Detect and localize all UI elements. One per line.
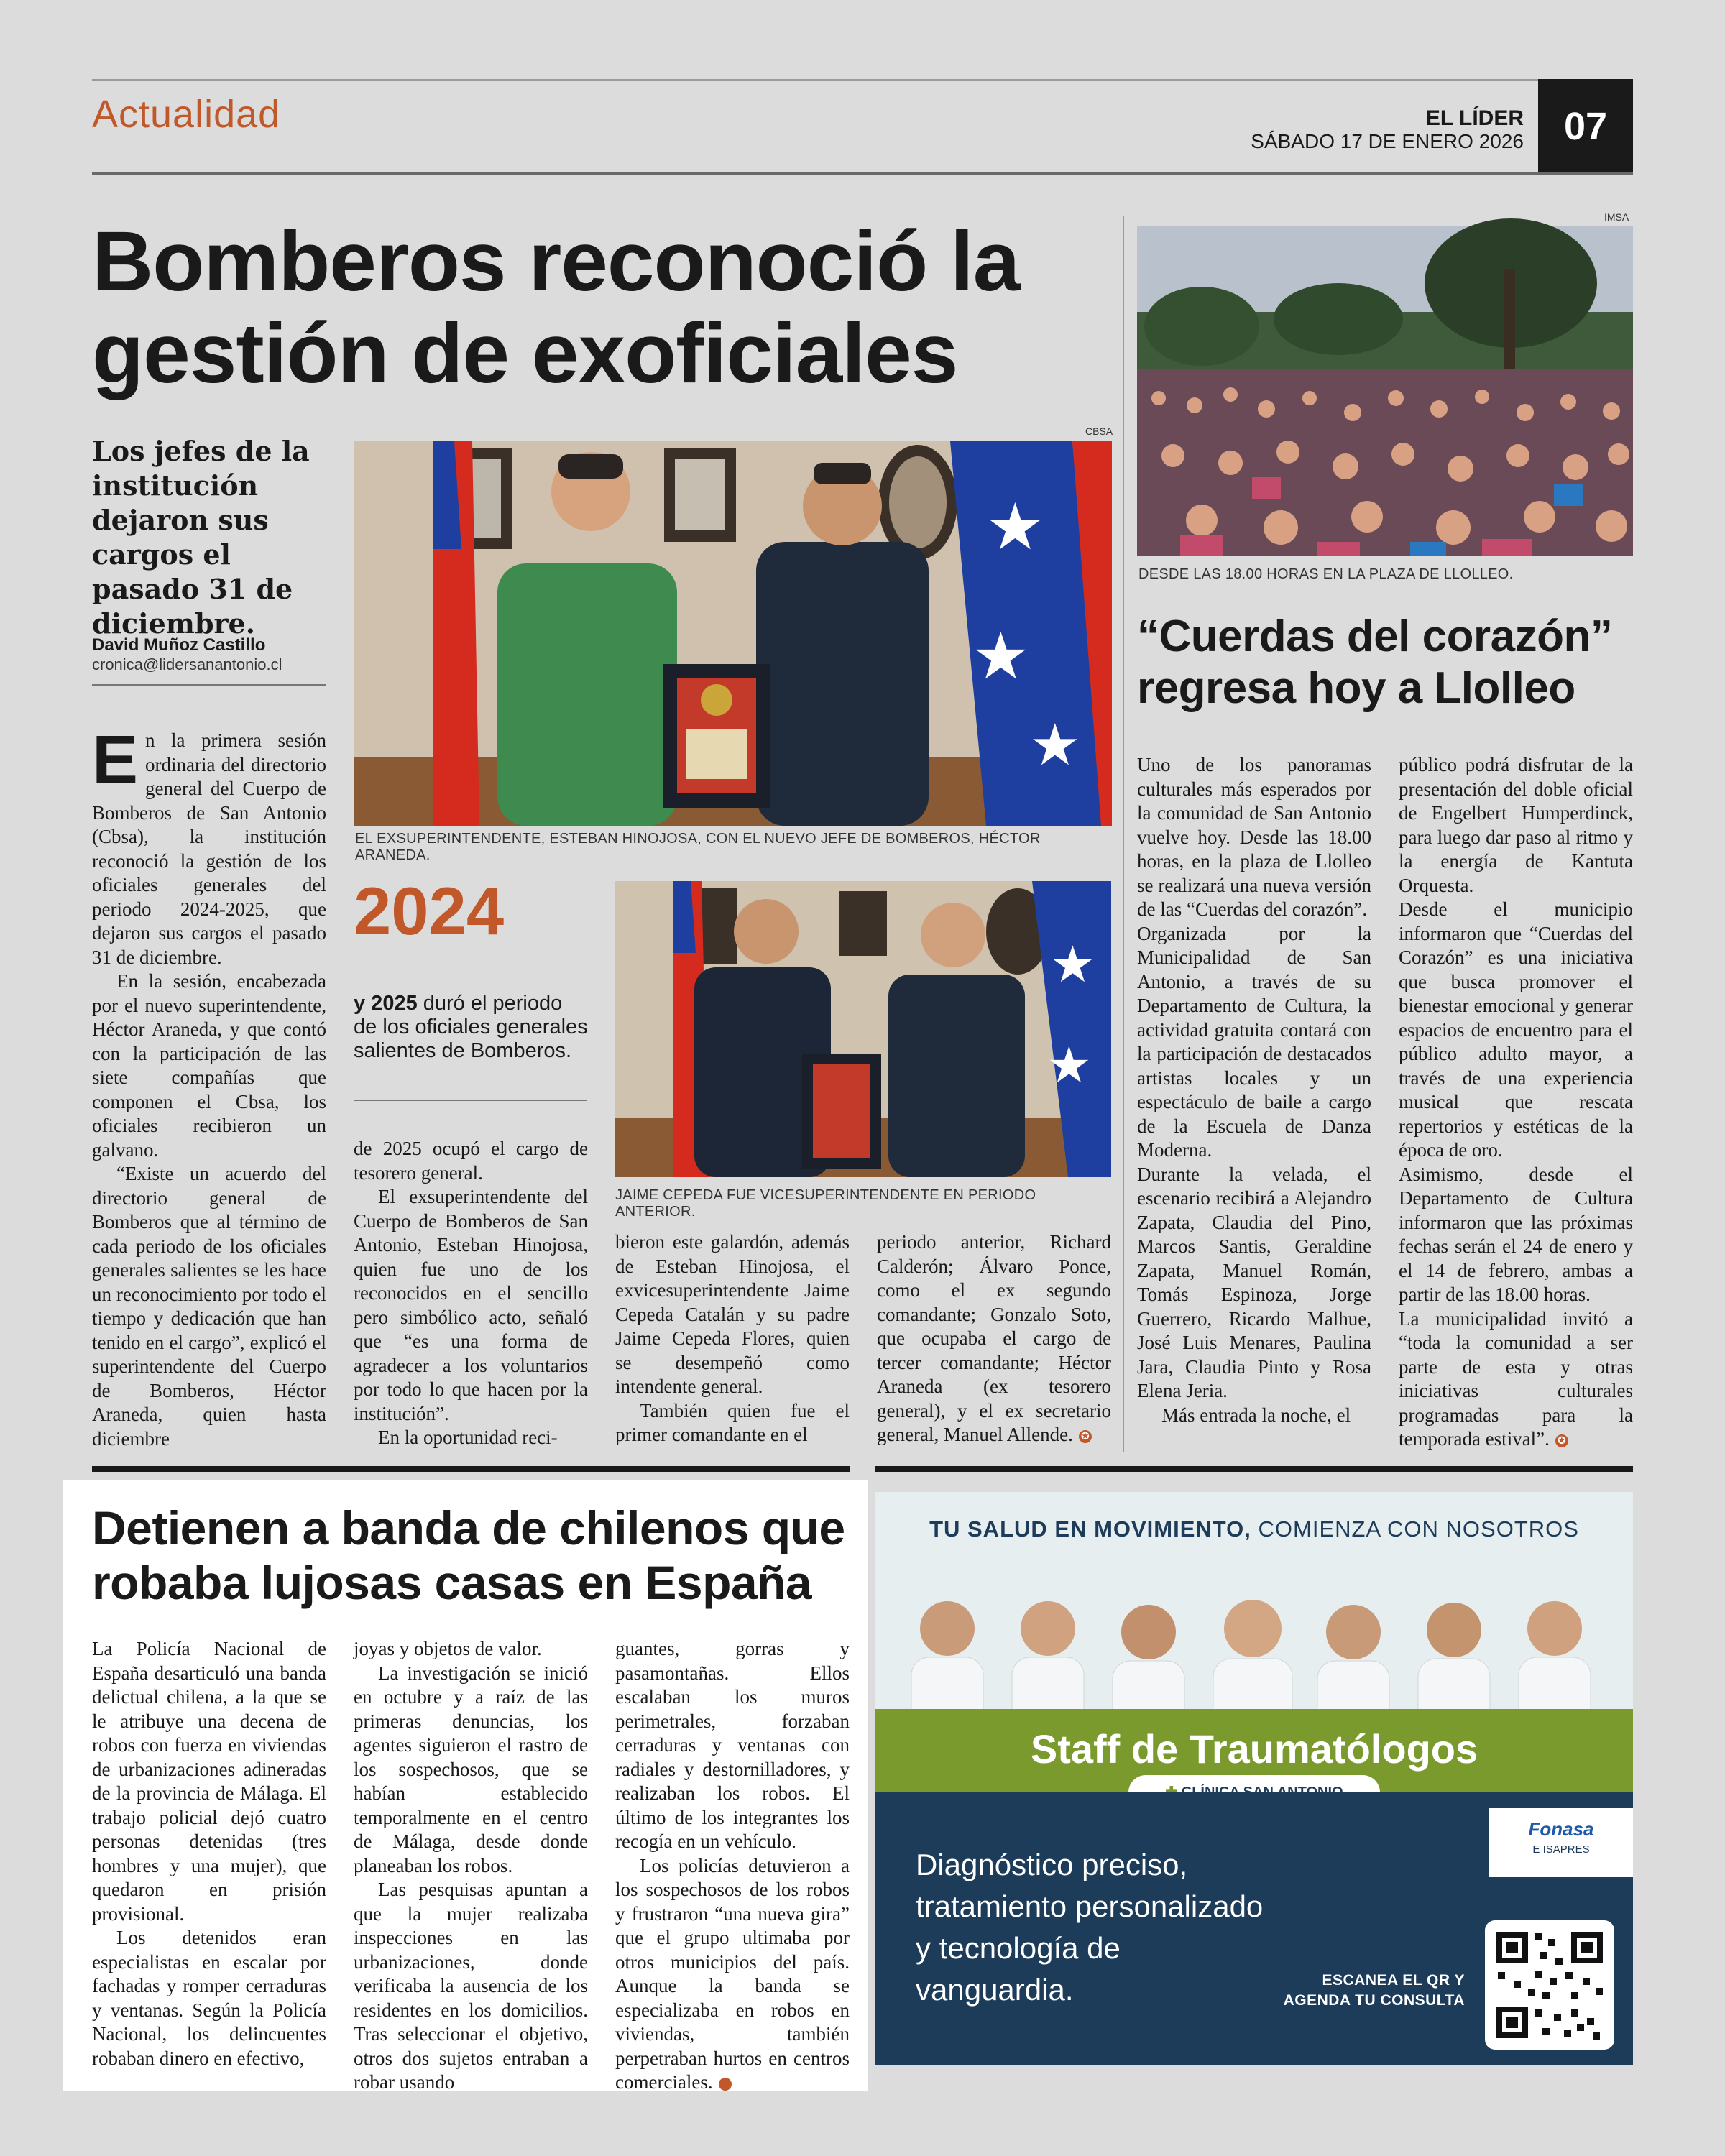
pullquote-bold: y 2025 <box>354 992 418 1015</box>
main-headline-line1: Bomberos reconoció la <box>92 214 1020 309</box>
side-photo-illustration <box>1137 226 1633 556</box>
bottom-col2-p3: Las pesquisas apuntan a que la mujer realizaba inspecciones en las urbanizaciones, donde verificaba la ausencia de los residentes en los domicilios. Tras seleccionar el objetivo, otros dos sujetos entraban a robar usando <box>354 1879 588 2093</box>
photo1-credit: CBSA <box>1085 425 1113 437</box>
side-col1-p2: Organizada por la Municipalidad de San Antonio, a través de su Departamento de Cultura, la actividad gratuita contará con la participación de destacados artistas locales y un espectáculo de baile a cargo de la Escuela de Danza Moderna. <box>1137 922 1371 1161</box>
pullquote-number: 2024 <box>354 873 505 949</box>
main-headline <box>92 216 1098 400</box>
isapres-label: E ISAPRES <box>1532 1843 1590 1856</box>
main-col1-p1: n la primera sesión ordinaria del directorio general del Cuerpo de Bomberos de San Antonio (Cbsa), la institución reconoció la gestión de los oficiales generales del periodo 2024-2025, que dejaron sus cargos el pasado 31 de diciembre. <box>92 729 326 968</box>
bottom-headline <box>92 1501 854 1610</box>
qr-instructions <box>1256 1971 1465 2011</box>
author-email[interactable]: cronica@lidersanantonio.cl <box>92 655 282 673</box>
pullquote <box>354 992 591 1063</box>
main-col4-p1: periodo anterior, Richard Calderón; Álvaro Ponce, como el ex segundo comandante; Gonzalo Soto, que ocupaba el cargo de tercer comandante; Héctor Araneda (ex tesorero general), y el ex secretario general, Manuel Allende. <box>877 1231 1111 1445</box>
main-body-col4 <box>877 1230 1111 1453</box>
ad-body-line4: vanguardia. <box>916 1973 1074 2007</box>
side-body-col2 <box>1399 753 1633 1450</box>
page-number: 07 <box>1538 79 1633 174</box>
main-col3-p1: bieron este galardón, además de Esteban Hinojosa, el exvicesuperintendente Jaime Cepeda Catalán y su padre Jaime Cepeda Flores, quien se desempeñó como intendente general. <box>615 1231 850 1397</box>
main-col1-p3: “Existe un acuerdo del directorio general de Bomberos que al término de cada periodo de los oficiales generales salientes se les hace un reconocimiento por todo el tiempo y dedicación que han tenido en el cargo”, explicó el superintendente del Cuerpo de Bomberos, Héctor Araneda, quien hasta diciembre <box>92 1163 326 1450</box>
bottom-col2-p2: La investigación se inició en octubre y a raíz de las primeras denuncias, los agentes siguieron el rastro de los sospechosos, que se habían establecido temporalmente en el centro de Málaga, desde donde planeaban los robos. <box>354 1662 588 1876</box>
svg-text:★: ★ <box>1029 714 1081 778</box>
fonasa-logo: Fonasa <box>1528 1818 1594 1840</box>
main-body-col3 <box>615 1230 850 1453</box>
end-mark-icon: ✪ <box>1079 1430 1092 1443</box>
svg-text:★: ★ <box>986 492 1044 563</box>
author-rule <box>92 684 326 686</box>
photo1-caption: EL EXSUPERINTENDENTE, ESTEBAN HINOJOSA, CON EL NUEVO JEFE DE BOMBEROS, HÉCTOR ARANEDA. <box>355 831 1041 863</box>
ad-tagline <box>875 1516 1633 1542</box>
paper-name: EL LÍDER <box>1425 106 1524 130</box>
svg-text:★: ★ <box>1050 938 1095 993</box>
ad-body-line1: Diagnóstico preciso, <box>916 1848 1188 1881</box>
side-col2-p2: Desde el municipio informaron que “Cuerdas del Corazón” es una iniciativa que busca promover el bienestar emocional y generar espacios de encuentro para el público adulto mayor, a través de una experiencia musical que rescata repertorios y estéticas de la época de oro. <box>1399 898 1633 1161</box>
main-headline-line2: gestión de exoficiales <box>92 306 958 401</box>
main-col3-p2: También quien fue el primer comandante en el <box>615 1399 850 1445</box>
bottom-col2-p1: joyas y objetos de valor. <box>354 1638 542 1659</box>
side-end-mark-icon: ✪ <box>1555 1434 1568 1447</box>
side-col1-p4: Más entrada la noche, el <box>1162 1404 1351 1426</box>
side-photo-credit: IMSA <box>1604 211 1629 223</box>
side-headline-line1: “Cuerdas del corazón” <box>1137 612 1613 661</box>
bottom-col1-p1: La Policía Nacional de España desarticuló una banda delictual chilena, a la que se le atribuye una decena de robos con fuerza en viviendas de urbanizaciones adineradas de la provincia de Málaga. El trabajo policial dejó cuatro personas detenidas (tres hombres y una mujer), que quedaron en prisión provisional. <box>92 1638 326 1925</box>
side-headline <box>1137 611 1633 714</box>
main-col1-p2: En la sesión, encabezada por el nuevo superintendente, Héctor Araneda, y que contó con la participación de las siete compañías que componen el Cbsa, los oficiales recibieron un galvano. <box>92 970 326 1161</box>
fonasa-badge <box>1489 1808 1633 1877</box>
column-divider <box>1123 216 1124 1452</box>
bottom-headline-line1: Detienen a banda de chilenos que <box>92 1501 845 1554</box>
bottom-col1-p2: Los detenidos eran especialistas en escalar por fachadas y romper cerraduras y ventanas. Según la Policía Nacional, los delincuentes robaban dinero en efectivo, <box>92 1927 326 2069</box>
ad-tagline-bold: TU SALUD EN MOVIMIENTO, <box>929 1516 1251 1542</box>
photo2-illustration <box>615 881 1111 1177</box>
ad-banner: Staff de Traumatólogos <box>875 1709 1633 1792</box>
side-photo-caption: DESDE LAS 18.00 HORAS EN LA PLAZA DE LLOLLEO. <box>1138 566 1514 582</box>
photo1-illustration <box>354 441 1112 826</box>
header-top-rule <box>92 79 1633 81</box>
drop-cap: E <box>92 722 139 798</box>
svg-text:★: ★ <box>972 622 1030 693</box>
qr-line2: AGENDA TU CONSULTA <box>1283 1992 1465 2009</box>
author-name: David Muñoz Castillo <box>92 635 266 655</box>
pullquote-text: duró el periodo de los oficiales generales salientes de Bomberos. <box>354 992 588 1062</box>
ad-tagline-rest: COMIENZA CON NOSOTROS <box>1258 1516 1579 1542</box>
main-body-col2 <box>354 1137 588 1453</box>
bottom-body-col3 <box>615 1637 850 2093</box>
bottom-body-col1 <box>92 1637 326 2076</box>
main-body-col1 <box>92 722 326 1450</box>
side-col2-p1: público podrá disfrutar de la presentación del doble oficial de Engelbert Humperdinck, para luego dar paso al ritmo y la energía de Kantuta Orquesta. <box>1399 754 1633 896</box>
svg-text:★: ★ <box>1046 1038 1092 1094</box>
side-body-col1 <box>1137 753 1371 1450</box>
qr-code-icon[interactable] <box>1485 1920 1614 2050</box>
side-col1-p1: Uno de los panoramas culturales más esperados por la comunidad de San Antonio vuelve hoy. Desde las 18.00 horas, en la plaza de Llolleo se realizará una nueva versión de las “Cuerdas del corazón”. <box>1137 754 1371 920</box>
side-headline-line2: regresa hoy a Llolleo <box>1137 663 1576 713</box>
main-deck: Los jefes de la institución dejaron sus cargos el pasado 31 de diciembre. <box>92 435 310 640</box>
bottom-section-rule-right <box>875 1466 1633 1472</box>
photo2-caption: JAIME CEPEDA FUE VICESUPERINTENDENTE EN PERIODO ANTERIOR. <box>615 1187 1036 1220</box>
section-label: Actualidad <box>92 93 281 136</box>
bottom-body-col2 <box>354 1637 588 2093</box>
ad-body-line2: tratamiento personalizado <box>916 1889 1264 1923</box>
side-col2-p4: La municipalidad invitó a “toda la comunidad a ser parte de esta y otras iniciativas culturales programadas para la temporada estival”. <box>1399 1307 1633 1450</box>
main-col2-p2: El exsuperintendente del Cuerpo de Bomberos de San Antonio, Esteban Hinojosa, quien fue uno de los reconocidos en el sencillo pero simbólico acto, señaló que “es una forma de agradecer a los voluntarios por todo lo que hacen por la institución”. <box>354 1186 588 1424</box>
photo-award-ceremony <box>354 441 1112 826</box>
bottom-headline-line2: robaba lujosas casas en España <box>92 1556 812 1609</box>
bottom-col3-p2: Los policías detuvieron a los sospechosos de los robos y frustraron “una nueva gira” que el grupo ultimaba por otros municipios del país. Aunque la banda se especializaba en robos en viviendas, también perpetraban hurtos en centros comerciales. <box>615 1854 850 2093</box>
issue-date: SÁBADO 17 DE ENERO 2026 <box>1251 130 1524 152</box>
main-col2-p1: de 2025 ocupó el cargo de tesorero general. <box>354 1138 588 1184</box>
header-bottom-rule <box>92 172 1633 175</box>
pullquote-rule <box>354 1100 586 1101</box>
bottom-section-rule-left <box>92 1466 850 1472</box>
main-col2-p3: En la oportunidad reci- <box>378 1427 558 1448</box>
photo-former-vicesuperintendent <box>615 881 1111 1177</box>
clinic-advertisement[interactable] <box>875 1492 1633 2065</box>
photo-crowd-plaza <box>1137 226 1633 556</box>
bottom-col3-p1: guantes, gorras y pasamontañas. Ellos escalaban los muros perimetrales, forzaban cerraduras y ventanas con radiales y destornilladores, y realizaban los robos. El último de los integrantes los recogía en un vehículo. <box>615 1638 850 1852</box>
qr-code-graphic <box>1485 1920 1614 2050</box>
qr-line1: ESCANEA EL QR Y <box>1322 1972 1465 1989</box>
side-col2-p3: Asimismo, desde el Departamento de Cultura informaron que las próximas fechas serán el 24 de enero y el 14 de febrero, ambas a partir de las 18.00 horas. <box>1399 1163 1633 1305</box>
side-col1-p3: Durante la velada, el escenario recibirá a Alejandro Zapata, Claudia del Pino, Marcos Santis, Geraldine Zapata, Manuel Román, Tomás Espinoza, Jorge Guerrero, Ricardo Malhue, José Luis Menares, Paulina Jara, Claudia Pinto y Rosa Elena Jeria. <box>1137 1163 1371 1401</box>
bottom-end-mark-icon: ✪ <box>719 2078 732 2091</box>
ad-body-line3: y tecnología de <box>916 1931 1121 1965</box>
